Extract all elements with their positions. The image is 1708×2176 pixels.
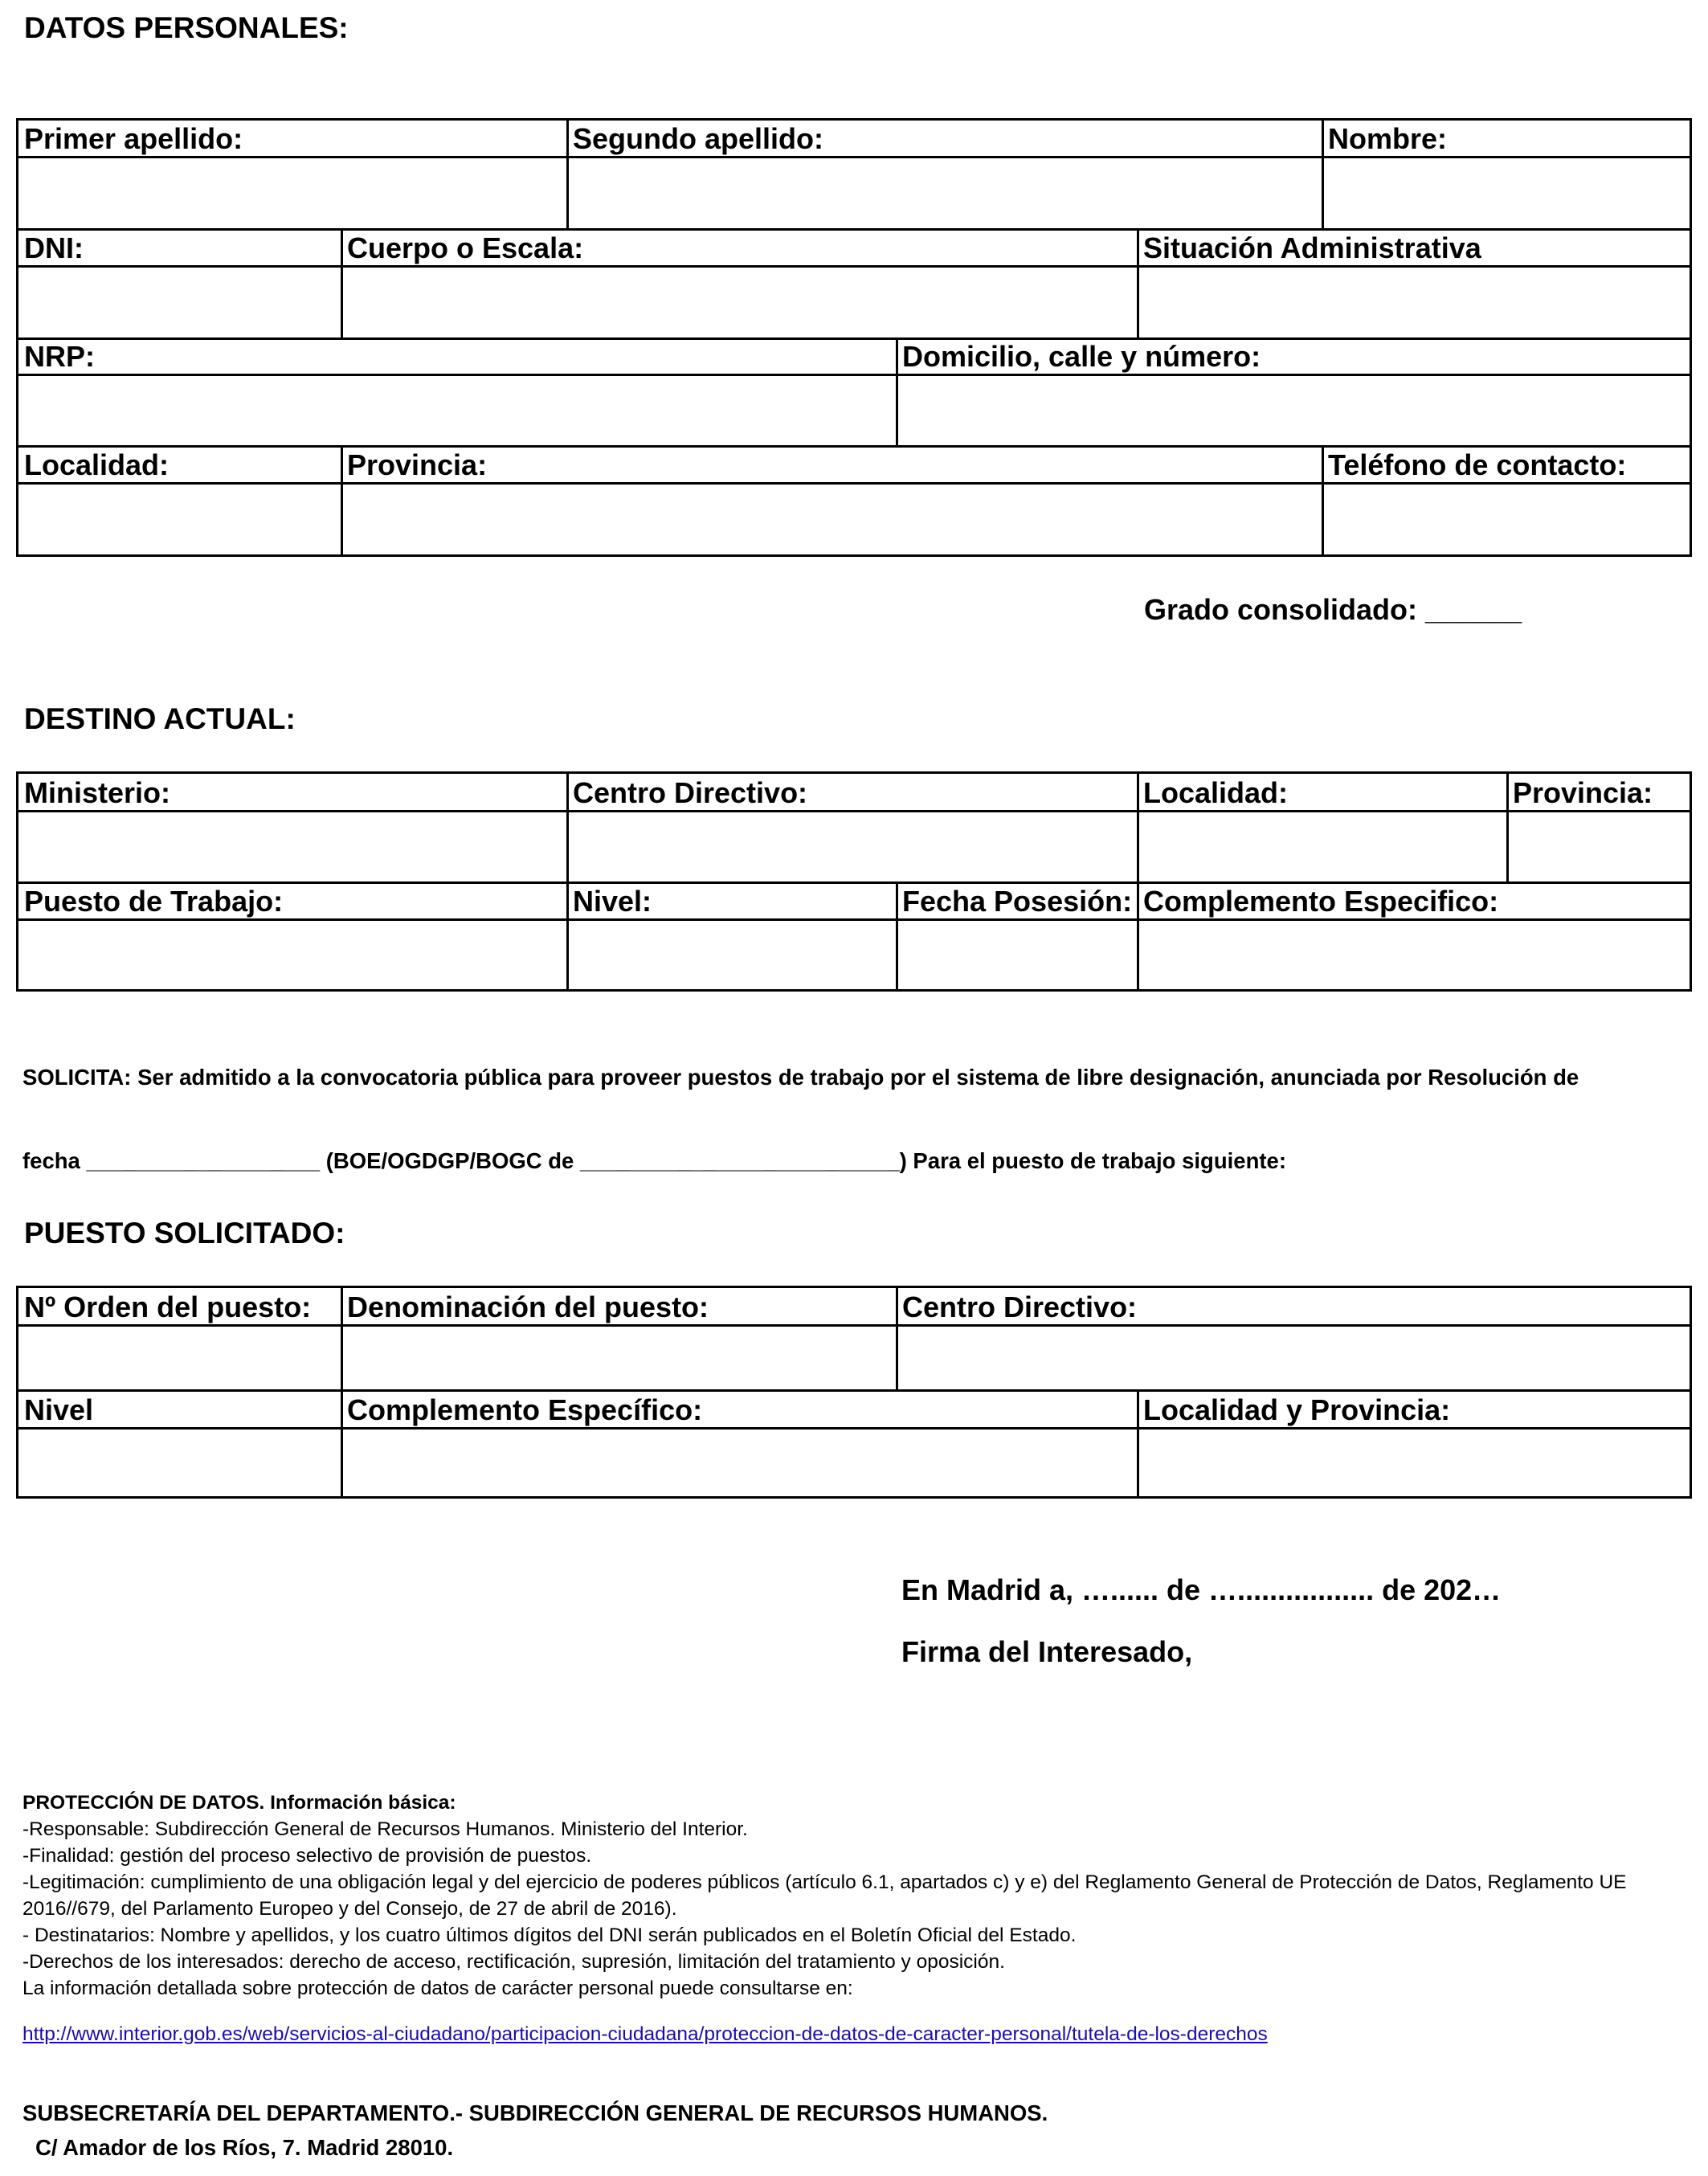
footer-department: SUBSECRETARÍA DEL DEPARTAMENTO.- SUBDIRECCIÓN GENERAL DE RECURSOS HUMANOS. [22, 2100, 1048, 2125]
label-solicitado-centro-directivo: Centro Directivo: [902, 1290, 1138, 1323]
label-situacion-administrativa: Situación Administrativa [1143, 231, 1481, 264]
field-domicilio[interactable] [898, 376, 1692, 445]
field-nombre[interactable] [1324, 158, 1692, 228]
proteccion-title: PROTECCIÓN DE DATOS. Información básica: [22, 1792, 456, 1814]
proteccion-link[interactable]: http://www.interior.gob.es/web/servicios-al-ciudadano/participacion-ciudadana/proteccion-de-datos-de-caracter-personal/tutela-de-los-derechos [22, 2023, 1268, 2045]
lugar-fecha: En Madrid a, …...... de …................. de 202… [901, 1573, 1502, 1606]
destino-actual-table [16, 771, 1692, 992]
proteccion-line: - Destinatarios: Nombre y apellidos, y los cuatro últimos dígitos del DNI serán publicados en el Boletín Oficial del Estado. [22, 1924, 1077, 1946]
label-puesto-trabajo: Puesto de Trabajo: [24, 885, 284, 918]
section-heading-destino-actual: DESTINO ACTUAL: [24, 702, 296, 735]
proteccion-line: 2016//679, del Parlamento Europeo y del Consejo, de 27 de abril de 2016). [22, 1898, 677, 1920]
label-cuerpo-escala: Cuerpo o Escala: [347, 231, 584, 264]
label-segundo-apellido: Segundo apellido: [573, 122, 823, 155]
label-telefono: Teléfono de contacto: [1328, 448, 1627, 481]
label-nivel: Nivel: [573, 885, 652, 918]
field-situacion-administrativa[interactable] [1139, 268, 1692, 337]
label-centro-directivo: Centro Directivo: [573, 776, 808, 809]
label-fecha-posesion: Fecha Posesión: [902, 885, 1133, 918]
label-nombre: Nombre: [1328, 122, 1448, 155]
field-provincia[interactable] [343, 485, 1322, 554]
label-denominacion-puesto: Denominación del puesto: [347, 1290, 709, 1323]
field-fecha-posesion[interactable] [898, 921, 1137, 992]
solicita-line-1: SOLICITA: Ser admitido a la convocatoria pública para proveer puestos de trabajo por el sistema de libre designación, anunciada por Resolución de [22, 1065, 1579, 1090]
proteccion-line: -Derechos de los interesados: derecho de acceso, rectificación, supresión, limitación del tratamiento y oposición. [22, 1951, 1005, 1973]
field-telefono[interactable] [1324, 485, 1692, 554]
proteccion-line: -Legitimación: cumplimiento de una obligación legal y del ejercicio de poderes públicos (artículo 6.1, apartados c) y e) del Reglamento General de Protección de Datos, Reglamento UE [22, 1871, 1627, 1893]
proteccion-datos [22, 1789, 1627, 2002]
label-dni: DNI: [24, 231, 84, 264]
field-solicitado-complemento[interactable] [343, 1430, 1137, 1499]
field-cuerpo-escala[interactable] [343, 268, 1137, 337]
label-ministerio: Ministerio: [24, 776, 171, 809]
solicita-line-2: fecha ___________________ (BOE/OGDGP/BOGC de __________________________) Para el puesto de trabajo siguiente: [22, 1148, 1286, 1173]
label-provincia: Provincia: [347, 448, 488, 481]
label-orden-puesto: Nº Orden del puesto: [24, 1290, 312, 1323]
label-solicitado-complemento: Complemento Específico: [347, 1393, 703, 1426]
field-puesto-trabajo[interactable] [18, 921, 566, 992]
field-orden-puesto[interactable] [18, 1327, 341, 1389]
footer-address: C/ Amador de los Ríos, 7. Madrid 28010. [35, 2135, 454, 2160]
field-primer-apellido[interactable] [18, 158, 566, 228]
label-primer-apellido: Primer apellido: [24, 122, 243, 155]
label-localidad: Localidad: [24, 448, 170, 481]
label-destino-localidad: Localidad: [1143, 776, 1289, 809]
proteccion-line: La información detallada sobre protección de datos de carácter personal puede consultarse en: [22, 1978, 853, 1999]
section-heading-datos-personales: DATOS PERSONALES: [24, 11, 349, 44]
field-centro-directivo[interactable] [569, 812, 1137, 881]
label-complemento-especifico: Complemento Especifico: [1143, 885, 1499, 918]
field-nrp[interactable] [18, 376, 896, 445]
grado-consolidado: Grado consolidado: ______ [1144, 593, 1522, 626]
firma-interesado: Firma del Interesado, [901, 1635, 1193, 1668]
field-nivel[interactable] [569, 921, 896, 992]
section-heading-puesto-solicitado: PUESTO SOLICITADO: [24, 1217, 345, 1250]
proteccion-line: -Responsable: Subdirección General de Recursos Humanos. Ministerio del Interior. [22, 1818, 748, 1840]
field-destino-localidad[interactable] [1139, 812, 1506, 881]
label-solicitado-nivel: Nivel [24, 1393, 94, 1426]
field-solicitado-nivel[interactable] [18, 1430, 341, 1499]
field-ministerio[interactable] [18, 812, 566, 881]
label-localidad-provincia: Localidad y Provincia: [1143, 1393, 1451, 1426]
proteccion-line: -Finalidad: gestión del proceso selectivo de provisión de puestos. [22, 1845, 592, 1867]
field-complemento-especifico[interactable] [1139, 921, 1692, 992]
label-nrp: NRP: [24, 340, 95, 373]
field-dni[interactable] [18, 268, 341, 337]
puesto-solicitado-table [16, 1286, 1692, 1499]
label-domicilio: Domicilio, calle y número: [902, 340, 1261, 373]
field-localidad-provincia[interactable] [1139, 1430, 1692, 1499]
field-segundo-apellido[interactable] [569, 158, 1322, 228]
field-solicitado-centro-directivo[interactable] [898, 1327, 1692, 1389]
label-destino-provincia: Provincia: [1513, 776, 1653, 809]
field-localidad[interactable] [18, 485, 341, 554]
field-denominacion-puesto[interactable] [343, 1327, 896, 1389]
field-destino-provincia[interactable] [1509, 812, 1692, 881]
datos-personales-table [16, 118, 1692, 557]
